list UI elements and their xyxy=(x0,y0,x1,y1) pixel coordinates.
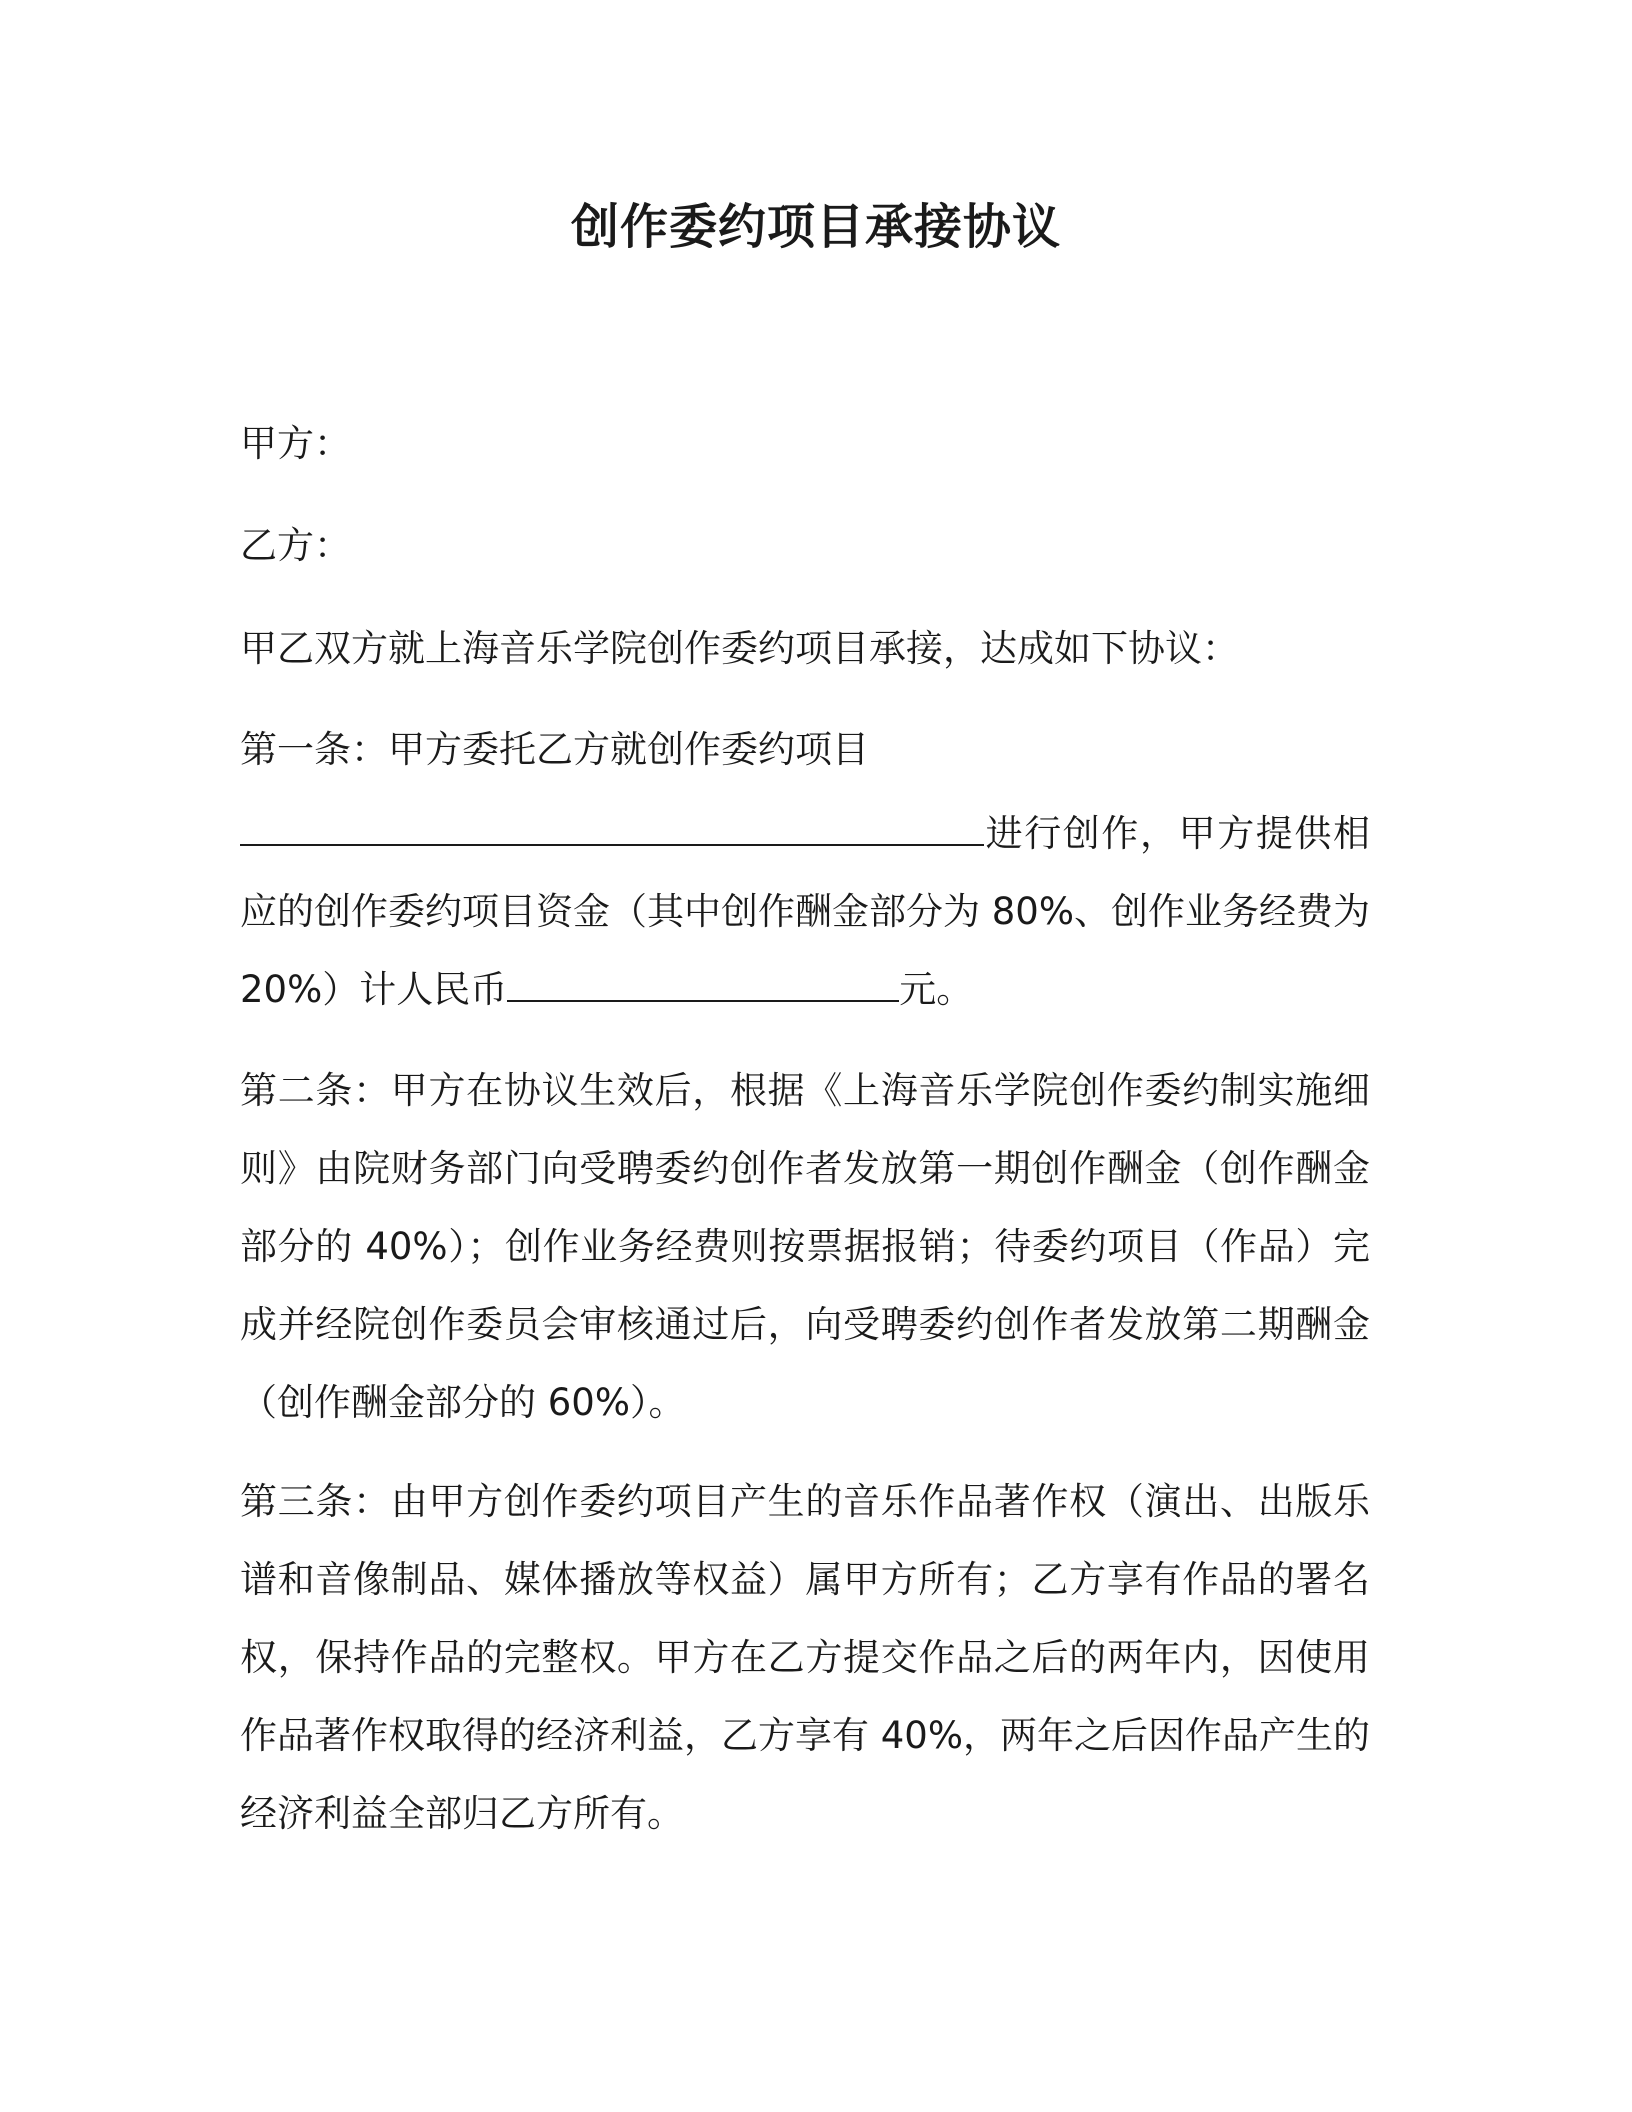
article-3-line: 谱和音像制品、媒体播放等权益）属甲方所有；乙方享有作品的署名 xyxy=(240,1558,1370,1601)
article-1-heading: 第一条：甲方委托乙方就创作委约项目 xyxy=(240,728,869,771)
article-1-line-2 xyxy=(240,795,1370,873)
article-2-body xyxy=(240,1052,1370,1442)
article-1-line-4-prefix: 20%）计人民币 xyxy=(240,968,508,1011)
article-1-body xyxy=(240,795,1370,1029)
article-3-line: 经济利益全部归乙方所有。 xyxy=(240,1792,684,1835)
document-title: 创作委约项目承接协议 xyxy=(570,199,1061,255)
article-1-line-4 xyxy=(240,951,1370,1029)
article-1-line-2-text: 进行创作，甲方提供相 xyxy=(984,812,1370,855)
article-2-line: 第二条：甲方在协议生效后，根据《上海音乐学院创作委约制实施细 xyxy=(240,1069,1370,1112)
article-3-line: 作品著作权取得的经济利益，乙方享有 40%，两年之后因作品产生的 xyxy=(240,1714,1370,1757)
article-2-line: 部分的 40%）；创作业务经费则按票据报销；待委约项目（作品）完 xyxy=(240,1225,1370,1268)
project-name-blank xyxy=(240,814,984,846)
article-3-line: 权，保持作品的完整权。甲方在乙方提交作品之后的两年内，因使用 xyxy=(240,1636,1370,1679)
party-a-label: 甲方： xyxy=(240,422,351,465)
amount-blank xyxy=(507,970,899,1002)
party-b-label: 乙方： xyxy=(240,524,351,567)
intro-paragraph: 甲乙双方就上海音乐学院创作委约项目承接，达成如下协议： xyxy=(240,627,1239,670)
article-2-line: 成并经院创作委员会审核通过后，向受聘委约创作者发放第二期酬金 xyxy=(240,1303,1370,1346)
article-2-line: 则》由院财务部门向受聘委约创作者发放第一期创作酬金（创作酬金 xyxy=(240,1147,1370,1190)
article-3-line: 第三条：由甲方创作委约项目产生的音乐作品著作权（演出、出版乐 xyxy=(240,1480,1370,1523)
article-2-line: （创作酬金部分的 60%）。 xyxy=(240,1381,686,1424)
article-1-line-4-suffix: 元。 xyxy=(899,968,974,1011)
article-1-line-3: 应的创作委约项目资金（其中创作酬金部分为 80%、创作业务经费为 xyxy=(240,890,1370,933)
article-3-body xyxy=(240,1463,1370,1853)
